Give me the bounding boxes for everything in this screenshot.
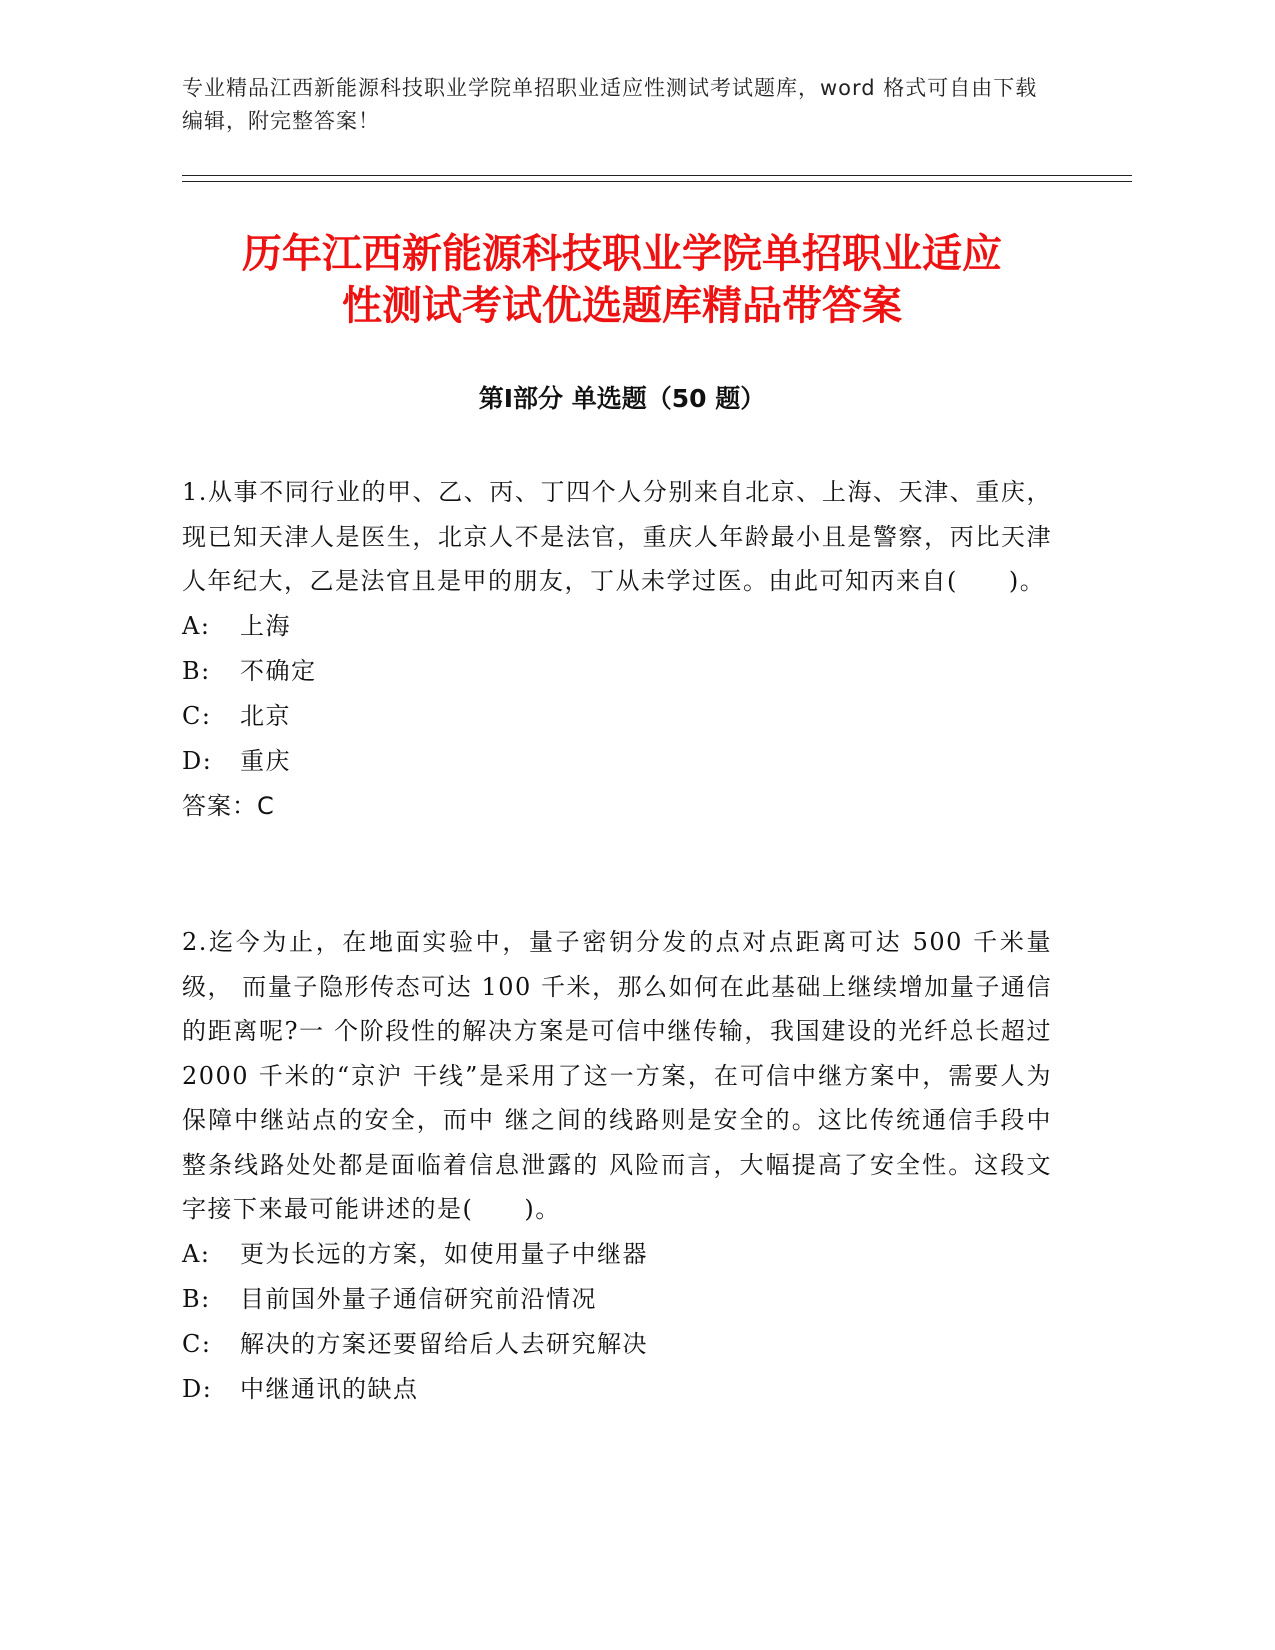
document-title-line-2: 性测试考试优选题库精品带答案 — [342, 283, 902, 329]
option-text: 重庆 — [240, 746, 291, 775]
header-divider-bottom — [182, 181, 1132, 182]
option-a — [182, 1232, 1052, 1277]
option-c — [182, 1322, 1052, 1367]
option-d — [182, 739, 1052, 784]
answer-line: 答案：C — [182, 791, 275, 820]
option-text: 更为长远的方案，如使用量子中继器 — [240, 1239, 648, 1268]
header-note: 专业精品江西新能源科技职业学院单招职业适应性测试考试题库，word 格式可自由下载编辑，附完整答案！ — [182, 76, 1038, 133]
option-c — [182, 694, 1052, 739]
option-b — [182, 649, 1052, 694]
document-title — [182, 228, 1062, 332]
option-d — [182, 1367, 1052, 1412]
option-key: D: — [182, 1374, 213, 1403]
question-stem: 1.从事不同行业的甲、乙、丙、丁四个人分别来自北京、上海、天津、重庆， 现已知天津人是医生，北京人不是法官，重庆人年龄最小且是警察，丙比天津人年纪大，乙是法官且是甲的朋友，丁从未学过医。由此可知丙来自( )。 — [182, 478, 1052, 595]
option-text: 上海 — [240, 611, 291, 640]
question-1 — [182, 470, 1052, 829]
option-key: B: — [182, 656, 211, 685]
question-stem: 2.迄今为止，在地面实验中，量子密钥分发的点对点距离可达 500 千米量级， 而量子隐形传态可达 100 千米，那么如何在此基础上继续增加量子通信的距离呢?一 个阶段性的解决方案是可信中继传输，我国建设的光纤总长超过 2000 千米的“京沪 干线”是采用了这一方案，在可信中继方案中，需要人为保障中继站点的安全，而中 继之间的线路则是安全的。这比传统通信手段中整条线路处处都是面临着信息泄露的 风险而言，大幅提高了安全性。这段文字接下来最可能讲述的是( )。 — [182, 928, 1052, 1223]
header-divider-top — [182, 175, 1132, 176]
option-key: D: — [182, 746, 213, 775]
option-key: A: — [182, 1239, 211, 1268]
option-a — [182, 604, 1052, 649]
option-text: 不确定 — [240, 656, 317, 685]
option-key: B: — [182, 1284, 211, 1313]
option-text: 目前国外量子通信研究前沿情况 — [240, 1284, 597, 1313]
option-text: 北京 — [240, 701, 291, 730]
option-key: A: — [182, 611, 211, 640]
option-key: C: — [182, 701, 212, 730]
option-text: 中继通讯的缺点 — [240, 1374, 419, 1403]
question-2 — [182, 920, 1052, 1412]
option-b — [182, 1277, 1052, 1322]
option-key: C: — [182, 1329, 212, 1358]
document-title-line-1: 历年江西新能源科技职业学院单招职业适应 — [242, 231, 1002, 277]
section-heading: 第Ⅰ部分 单选题（50 题） — [478, 384, 766, 413]
option-text: 解决的方案还要留给后人去研究解决 — [240, 1329, 648, 1358]
